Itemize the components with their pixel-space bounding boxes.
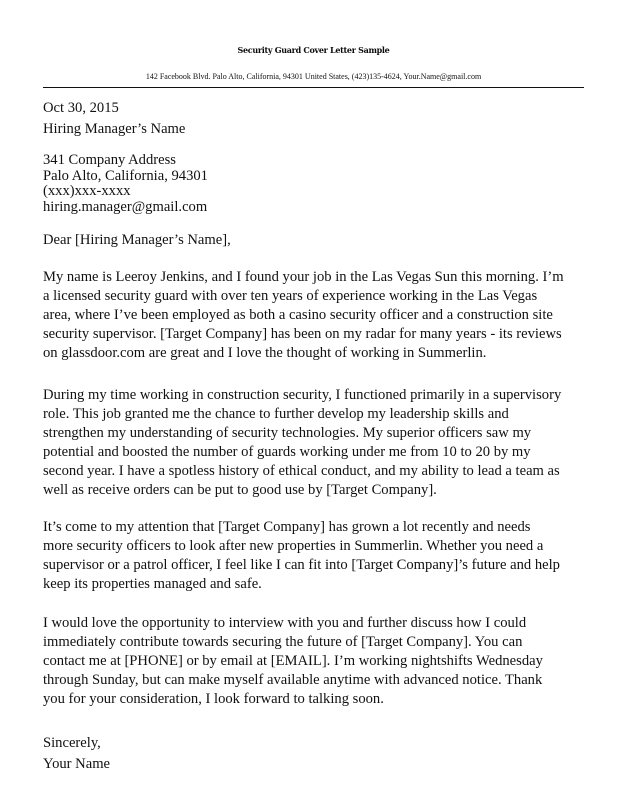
closing xyxy=(43,736,588,752)
paragraph-line: on glassdoor.com are great and I love the thought of working in Summerlin. xyxy=(43,345,487,362)
paragraph-line: keep its properties managed and safe. xyxy=(43,576,262,593)
paragraph-line: you for your consideration, I look forward to talking soon. xyxy=(43,691,384,708)
address-line: 341 Company Address xyxy=(43,152,176,168)
signature xyxy=(43,757,588,773)
paragraph-line: a licensed security guard with over ten years of experience working in the Las Vegas xyxy=(43,288,538,305)
paragraph-line: strengthen my understanding of security technologies. My superior officers saw my xyxy=(43,425,532,442)
body-paragraph-1 xyxy=(43,268,603,363)
paragraph-line: contact me at [PHONE] or by email at [EMAIL]. I’m working nightshifts Wednesday xyxy=(43,653,543,670)
paragraph-line: through Sunday, but can make myself available anytime with advanced notice. Thank xyxy=(43,672,543,689)
body-paragraph-4 xyxy=(43,614,603,709)
body-paragraph-2 xyxy=(43,386,603,501)
address-email: hiring.manager@gmail.com xyxy=(43,198,208,215)
date-text: Oct 30, 2015 xyxy=(43,100,119,116)
closing-text: Sincerely, xyxy=(43,735,101,751)
paragraph-line: During my time working in construction security, I functioned primarily in a supervisory xyxy=(43,387,562,403)
paragraph-line: more security officers to look after new properties in Summerlin. Whether you need a xyxy=(43,538,544,555)
signature-name: Your Name xyxy=(43,756,111,772)
paragraph-line: immediately contribute towards securing the future of [Target Company]. You can xyxy=(43,634,523,651)
paragraph-line: potential and boosted the number of guards working under me from 10 to 20 by my xyxy=(43,444,531,461)
paragraph-line: My name is Leeroy Jenkins, and I found your job in the Las Vegas Sun this morning. I’m xyxy=(43,269,564,285)
paragraph-line: role. This job granted me the chance to further develop my leadership skills and xyxy=(43,406,509,423)
paragraph-line: area, where I’ve been employed as both a casino security officer and a construction site xyxy=(43,307,553,324)
salutation-text: Dear [Hiring Manager’s Name], xyxy=(43,232,231,248)
paragraph-line: second year. I have a spotless history of ethical conduct, and my ability to lead a team as xyxy=(43,463,560,480)
recipient-address xyxy=(43,153,588,215)
address-phone: (xxx)xxx-xxxx xyxy=(43,183,131,199)
document-title: Security Guard Cover Letter Sample xyxy=(237,45,390,55)
paragraph-line: I would love the opportunity to interview with you and further discuss how I could xyxy=(43,615,527,631)
salutation xyxy=(43,233,588,249)
recipient-name xyxy=(43,122,588,138)
paragraph-line: well as receive orders can be put to good use by [Target Company]. xyxy=(43,482,437,499)
paragraph-line: supervisor or a patrol officer, I feel like I can fit into [Target Company]’s future and help xyxy=(43,557,560,574)
address-line: Palo Alto, California, 94301 xyxy=(43,167,208,184)
paragraph-line: It’s come to my attention that [Target Company] has grown a lot recently and needs xyxy=(43,519,531,535)
header-divider xyxy=(43,87,584,88)
body-paragraph-3 xyxy=(43,518,603,594)
recipient-name-text: Hiring Manager’s Name xyxy=(43,121,186,137)
letter-date xyxy=(43,101,588,117)
paragraph-line: security supervisor. [Target Company] has been on my radar for many years - its reviews xyxy=(43,326,562,343)
contact-info: 142 Facebook Blvd. Palo Alto, California, 94301 United States, (423)135-4624, Your.Name@gmail.com xyxy=(145,72,482,81)
